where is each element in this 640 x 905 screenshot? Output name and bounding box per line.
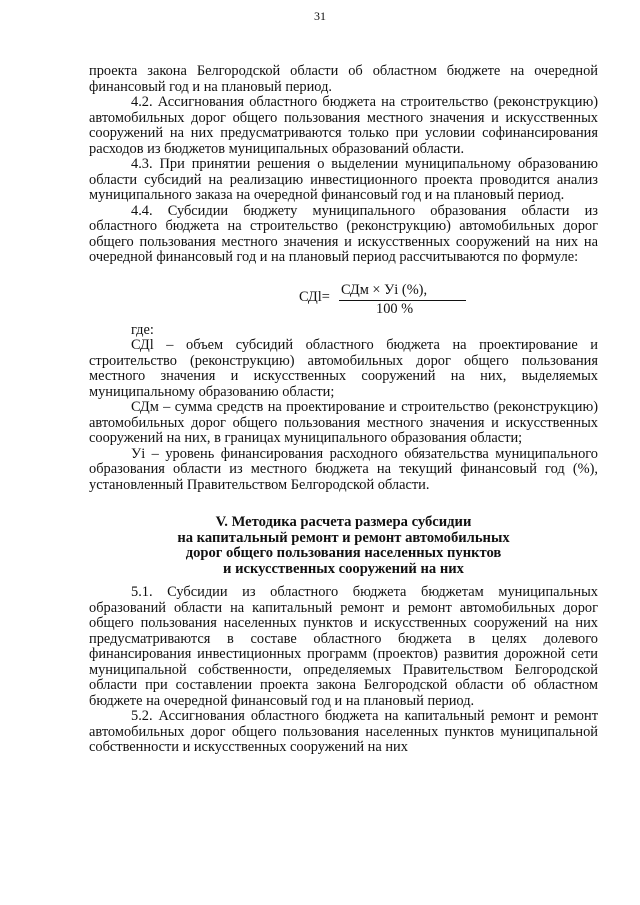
section-heading-line: на капитальный ремонт и ремонт автомобильных: [177, 529, 510, 546]
section-heading: [89, 515, 598, 577]
formula-numerator: СДм × Уi (%),: [341, 281, 428, 298]
where-label: где:: [131, 321, 154, 338]
section-heading-line: V. Методика расчета размера субсидии: [215, 514, 472, 530]
subsidy-formula: [89, 283, 598, 321]
paragraph-4-2: 4.2. Ассигнования областного бюджета на строительство (реконструкцию) автомобильных дорог общего пользования местного значения и искусственных сооружений на них предусматриваются только при условии софинансирования расходов из бюджетов муниципальных образований области.: [89, 94, 598, 157]
paragraph-5-1: 5.1. Субсидии из областного бюджета бюджетам муниципальных образований области на капитальный ремонт и ремонт автомобильных дорог общего пользования населенных пунктов и искусственных сооружений на них предусматриваются в составе областного бюджета в целях долевого финансирования инвестиционных программ (проектов) развития дорожной сети муниципальной собственности, определяемых Правительством Белгородской области при составлении проекта закона Белгородской области об областном бюджете на очередной финансовый год и на плановый период.: [89, 584, 598, 709]
paragraph-continuation: проекта закона Белгородской области об областном бюджете на очередной финансовый год и на плановый период.: [89, 63, 598, 95]
definition-sdl: СДl – объем субсидий областного бюджета на проектирование и строительство (реконструкцию) автомобильных дорог общего пользования местного значения и искусственных сооружений на них, выделяемых муниципальному образованию области;: [89, 337, 598, 400]
section-heading-line: и искусственных сооружений на них: [223, 560, 464, 577]
definition-yi: Уi – уровень финансирования расходного обязательства муниципального образования области из местного бюджета на текущий финансовый год (%), установленный Правительством Белгородской области.: [89, 445, 598, 493]
paragraph-4-3: 4.3. При принятии решения о выделении муниципальному образованию области субсидий на реализацию инвестиционного проекта проводится анализ муниципального заказа на очередной финансовый год и на плановый период.: [89, 156, 598, 203]
page-number: 31: [314, 9, 326, 23]
formula-denominator: 100 %: [376, 300, 414, 317]
formula-lhs: СДl=: [299, 288, 330, 305]
paragraph-4-4: 4.4. Субсидии бюджету муниципального образования области из областного бюджета на строительство (реконструкцию) автомобильных дорог общего пользования местного значения и искусственных сооружений на них на очередной финансовый год и на плановый период рассчитываются по формуле:: [89, 202, 598, 265]
paragraph-5-2: 5.2. Ассигнования областного бюджета на капитальный ремонт и ремонт автомобильных дорог общего пользования населенных пунктов муниципальной собственности и искусственных сооружений на них: [89, 708, 598, 756]
definition-sdm: СДм – сумма средств на проектирование и строительство (реконструкцию) автомобильных дорог общего пользования местного значения и искусственных сооружений на них, в границах муниципального образования области;: [89, 399, 598, 446]
section-heading-line: дорог общего пользования населенных пунктов: [185, 545, 502, 562]
document-body: [89, 64, 598, 756]
